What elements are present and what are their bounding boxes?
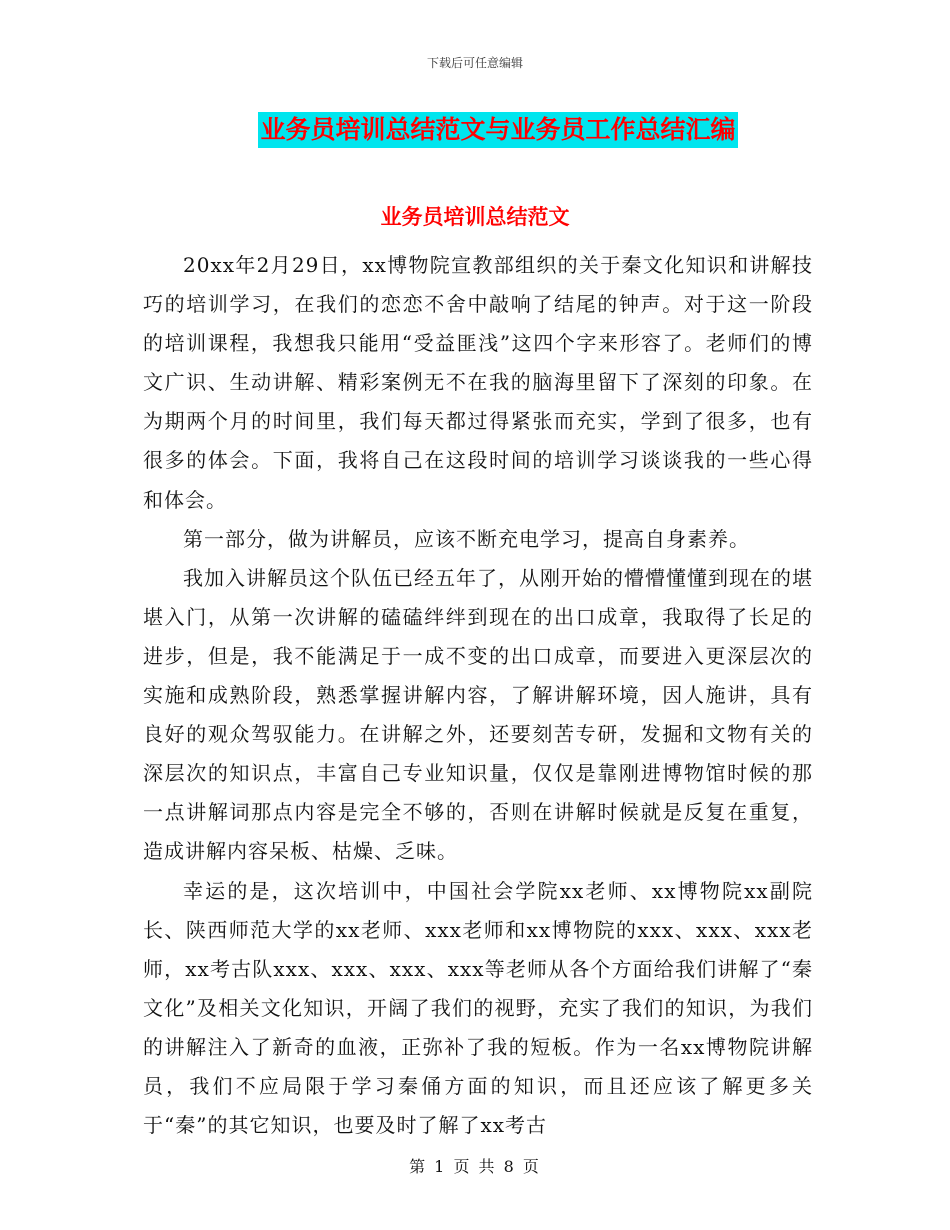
document-title bbox=[0, 112, 950, 148]
page-footer: 第 1 页 共 8 页 bbox=[409, 1157, 541, 1176]
document-title-text: 业务员培训总结范文与业务员工作总结汇编 bbox=[258, 112, 737, 148]
paragraph-4: 幸运的是，这次培训中，中国社会学院xx老师、xx博物院xx副院长、陕西师范大学的xx老师、xxx老师和xx博物院的xxx、xxx、xxx老师，xx考古队xxx、xxx、xxx、xxx等老师从各个方面给我们讲解了“秦文化”及相关文化知识，开阔了我们的视野，充实了我们的知识，为我们的讲解注入了新奇的血液，正弥补了我的短板。作为一名xx博物院讲解员，我们不应局限于学习秦俑方面的知识，而且还应该了解更多关于“秦”的其它知识，也要及时了解了xx考古 bbox=[143, 878, 813, 1138]
body-text bbox=[143, 246, 813, 1145]
section-title: 业务员培训总结范文 bbox=[380, 205, 570, 229]
header-note: 下载后可任意编辑 bbox=[426, 56, 523, 70]
paragraph-3: 我加入讲解员这个队伍已经五年了，从刚开始的懵懵懂懂到现在的堪堪入门，从第一次讲解的磕磕绊绊到现在的出口成章，我取得了长足的进步，但是，我不能满足于一成不变的出口成章，而要进入更深层次的实施和成熟阶段，熟悉掌握讲解内容，了解讲解环境，因人施讲，具有良好的观众驾驭能力。在讲解之外，还要刻苦专研，发掘和文物有关的深层次的知识点，丰富自己专业知识量，仅仅是靠刚进博物馆时候的那一点讲解词那点内容是完全不够的，否则在讲解时候就是反复在重复，造成讲解内容呆板、枯燥、乏味。 bbox=[143, 565, 813, 864]
paragraph-2: 第一部分，做为讲解员，应该不断充电学习，提高自身素养。 bbox=[183, 526, 750, 551]
paragraph-1: 20xx年2月29日，xx博物院宣教部组织的关于秦文化知识和讲解技巧的培训学习，在我们的恋恋不舍中敲响了结尾的钟声。对于这一阶段的培训课程，我想我只能用“受益匪浅”这四个字来形容了。老师们的博文广识、生动讲解、精彩案例无不在我的脑海里留下了深刻的印象。在为期两个月的时间里，我们每天都过得紧张而充实，学到了很多，也有很多的体会。下面，我将自己在这段时间的培训学习谈谈我的一些心得和体会。 bbox=[143, 253, 813, 512]
